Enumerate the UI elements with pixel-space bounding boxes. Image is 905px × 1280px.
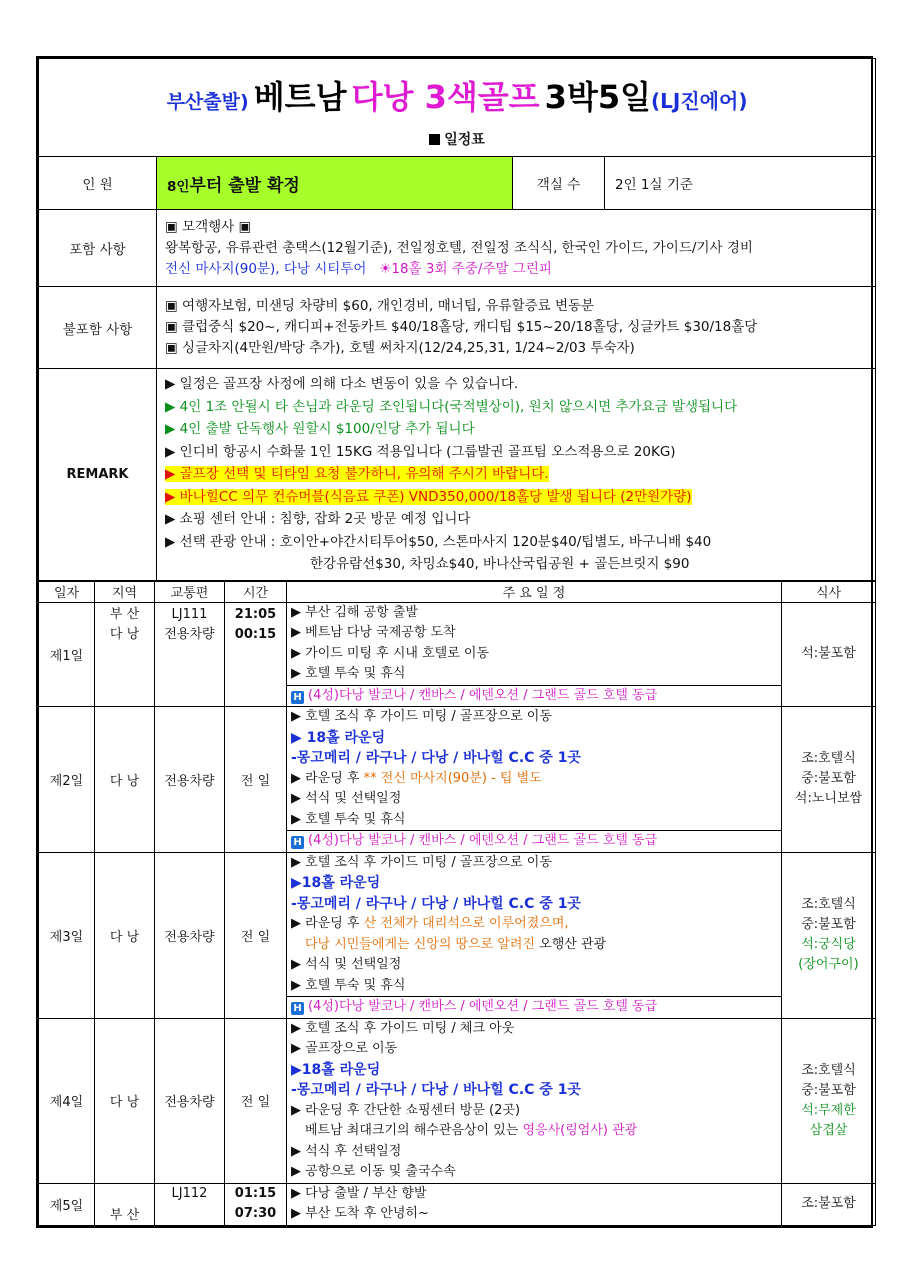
title-airline: (LJ진에어) xyxy=(651,88,748,113)
day4-line-1: ▶ 호텔 조식 후 가이드 미팅 / 체크 아웃 xyxy=(291,1020,515,1036)
rooms-label: 객실 수 xyxy=(513,157,605,210)
remark-5-text: ▶ 골프장 선택 및 티타임 요청 불가하니, 유의해 주시기 바랍니다. xyxy=(165,466,549,482)
day3-row xyxy=(39,852,876,1018)
people-rest: 부터 출발 확정 xyxy=(189,175,300,196)
excluded-line-1: ▣ 여행자보험, 미샌딩 차량비 $60, 개인경비, 매너팁, 유류할증료 변동분 xyxy=(165,298,595,314)
hdr-time: 시간 xyxy=(225,581,287,602)
day4-line-2: ▶ 골프장으로 이동 xyxy=(291,1041,398,1056)
day3-meal xyxy=(782,852,876,1018)
included-massage-tour: 전신 마사지(90분), 다낭 시티투어 xyxy=(165,260,367,277)
remark-6-text: ▶ 바나힐CC 의무 컨슈머블(식음료 쿠폰) VND350,000/18홀당 발생 됩니다 (2만원가량) xyxy=(165,488,692,505)
day1-time-2: 00:15 xyxy=(234,626,277,642)
itinerary-sheet xyxy=(36,56,873,1228)
day3-time: 전 일 xyxy=(225,852,287,1018)
remark-content xyxy=(157,369,876,581)
included-line-1: ▣ 모객행사 ▣ xyxy=(165,218,252,235)
day1-transport xyxy=(155,602,225,707)
day5-transport: LJ112 xyxy=(155,1183,225,1225)
day2-meal-1: 조:호텔식 xyxy=(801,751,856,767)
day4-label: 제4일 xyxy=(39,1018,95,1183)
day4-meal-2: 중:불포함 xyxy=(801,1082,856,1098)
subtitle-text: 일정표 xyxy=(444,131,485,148)
day4-line-3: ▶18홀 라운딩 xyxy=(291,1061,381,1078)
day4-line-6 xyxy=(287,1121,781,1142)
hdr-transport: 교통편 xyxy=(155,581,225,602)
day2-plan xyxy=(287,707,782,853)
day2-meal-3: 석:노니보쌈 xyxy=(794,791,863,807)
included-content xyxy=(157,210,876,287)
day1-label: 제1일 xyxy=(39,602,95,707)
day1-region xyxy=(95,602,155,707)
day5-time-2: 07:30 xyxy=(234,1206,277,1221)
remark-7: ▶ 쇼핑 센터 안내 : 침향, 잡화 2곳 방문 예정 입니다 xyxy=(165,511,471,527)
day4-meal-3: 석:무제한 xyxy=(801,1102,856,1118)
page-title xyxy=(39,75,875,125)
day4-meal-1: 조:호텔식 xyxy=(801,1062,856,1078)
day4-line-6b: 영응사(링엄사) 관광 xyxy=(522,1123,638,1138)
day1-transport-1: LJ111 xyxy=(171,606,208,622)
excluded-line-3: ▣ 싱글차지(4만원/박당 추가), 호텔 써차지(12/24,25,31, 1/24~2/03 투숙자) xyxy=(165,340,635,356)
day5-time xyxy=(225,1183,287,1225)
day2-hotel xyxy=(287,830,781,852)
hotel-icon: H xyxy=(291,691,304,704)
day1-time-1: 21:05 xyxy=(234,606,277,622)
day5-line-2: ▶ 부산 도착 후 안녕히~ xyxy=(291,1206,429,1221)
day4-time: 전 일 xyxy=(225,1018,287,1183)
day3-line-4a: ▶ 라운딩 후 xyxy=(291,916,360,931)
remark-label: REMARK xyxy=(39,369,157,581)
day3-line-3: -몽고메리 / 라구나 / 다낭 / 바나힐 C.C 중 1곳 xyxy=(291,895,581,912)
remark-1: ▶ 일정은 골프장 사정에 의해 다소 변동이 있을 수 있습니다. xyxy=(165,376,519,392)
rooms-value: 2인 1실 기준 xyxy=(605,157,876,210)
header-table xyxy=(38,58,876,581)
day5-row xyxy=(39,1183,876,1225)
title-cell xyxy=(39,59,876,157)
day3-line-5a: 다낭 시민들에게는 신앙의 땅으로 알려진 xyxy=(305,936,536,952)
title-duration: 3박5일 xyxy=(544,77,652,116)
day4-meal-4: 삼겹살 xyxy=(809,1122,848,1138)
day3-meal-3: 석:궁식당 xyxy=(801,937,856,952)
day5-plan xyxy=(287,1183,782,1225)
excluded-label: 불포함 사항 xyxy=(39,287,157,369)
people-label: 인 원 xyxy=(39,157,157,210)
day3-line-4b: 산 전체가 대리석으로 이루어졌으며, xyxy=(363,916,569,931)
day2-label: 제2일 xyxy=(39,707,95,853)
day3-meal-4: (장어구이) xyxy=(798,957,859,972)
remark-2: ▶ 4인 1조 안될시 타 손님과 라운딩 조인됩니다(국적별상이), 원치 않으시면 추가요금 발생됩니다 xyxy=(165,398,738,415)
schedule-header xyxy=(39,581,876,602)
title-city-golf: 다낭 3색골프 xyxy=(351,77,540,116)
day1-time xyxy=(225,602,287,707)
day3-line-2: ▶18홀 라운딩 xyxy=(291,875,381,891)
day2-row xyxy=(39,707,876,853)
day1-hotel xyxy=(287,685,781,707)
day4-transport: 전용차량 xyxy=(155,1018,225,1183)
remark-5 xyxy=(165,463,867,486)
day3-meal-1: 조:호텔식 xyxy=(801,897,856,912)
day2-meal xyxy=(782,707,876,853)
day4-line-8: ▶ 공항으로 이동 및 출국수속 xyxy=(291,1164,456,1179)
day1-row xyxy=(39,602,876,707)
hdr-region: 지역 xyxy=(95,581,155,602)
day2-line-5: ▶ 석식 및 선택일정 xyxy=(291,791,402,806)
day5-time-1: 01:15 xyxy=(234,1186,277,1201)
day3-line-5 xyxy=(287,935,781,956)
day1-meal: 석:불포함 xyxy=(782,602,876,707)
hdr-meal: 식사 xyxy=(782,581,876,602)
day2-region: 다 낭 xyxy=(95,707,155,853)
people-value xyxy=(157,157,513,210)
day3-line-5b: 오행산 관광 xyxy=(539,936,607,952)
included-line-2: 왕복항공, 유류관련 총택스(12월기준), 전일정호텔, 전일정 조식식, 한국인 가이드, 가이드/기사 경비 xyxy=(165,239,753,256)
day4-line-5: ▶ 라운딩 후 간단한 쇼핑센터 방문 (2곳) xyxy=(291,1102,521,1118)
day1-region-1: 부 산 xyxy=(109,606,140,622)
day1-hotel-text: (4성)다낭 발코나 / 캔바스 / 에덴오션 / 그랜드 골드 호텔 동급 xyxy=(308,687,658,703)
day2-line-4 xyxy=(287,769,781,790)
day4-line-7: ▶ 석식 후 선택일정 xyxy=(291,1143,402,1159)
included-label: 포함 사항 xyxy=(39,210,157,287)
day5-line-1: ▶ 다낭 출발 / 부산 향발 xyxy=(291,1185,427,1201)
remark-6 xyxy=(165,486,867,509)
day3-meal-2: 중:불포함 xyxy=(801,917,856,932)
remark-9: 한강유람선$30, 차밍쇼$40, 바나산국립공원 + 골든브릿지 $90 xyxy=(310,556,690,572)
day2-massage: ** 전신 마사지(90분) - 팁 별도 xyxy=(363,770,542,786)
day2-hotel-text: (4성)다낭 발코나 / 캔바스 / 에덴오션 / 그랜드 골드 호텔 동급 xyxy=(308,833,658,848)
day4-plan xyxy=(287,1018,782,1183)
day3-transport: 전용차량 xyxy=(155,852,225,1018)
day1-transport-2: 전용차량 xyxy=(164,626,215,642)
subtitle xyxy=(39,129,875,149)
day3-line-7: ▶ 호텔 투숙 및 휴식 xyxy=(291,977,406,993)
remark-4: ▶ 인디비 항공시 수화물 1인 15KG 적용입니다 (그룹발권 골프팀 오스적용으로 20KG) xyxy=(165,443,676,460)
day1-line-4: ▶ 호텔 투숙 및 휴식 xyxy=(291,666,406,681)
hdr-day: 일자 xyxy=(39,581,95,602)
day2-line-6: ▶ 호텔 투숙 및 휴식 xyxy=(291,811,406,827)
day2-line-4a: ▶ 라운딩 후 xyxy=(291,770,360,786)
hotel-icon: H xyxy=(291,1002,304,1015)
day5-region: 부 산 xyxy=(95,1183,155,1225)
hdr-main: 주 요 일 정 xyxy=(287,581,782,602)
day3-line-4 xyxy=(287,914,781,935)
day5-label: 제5일 xyxy=(39,1183,95,1225)
day3-plan xyxy=(287,852,782,1018)
day4-line-4: -몽고메리 / 라구나 / 다낭 / 바나힐 C.C 중 1곳 xyxy=(291,1082,581,1098)
remark-3: ▶ 4인 출발 단독행사 원할시 $100/인당 추가 됩니다 xyxy=(165,421,475,437)
remark-8: ▶ 선택 관광 안내 : 호이안+야간시티투어$50, 스톤마사지 120분$40/팁별도, 바구니배 $40 xyxy=(165,533,712,550)
title-country: 베트남 xyxy=(253,77,347,116)
day3-hotel xyxy=(287,996,781,1018)
excluded-line-2: ▣ 클럽중식 $20~, 캐디피+전동카트 $40/18홀당, 캐디팁 $15~20/18홀당, 싱글카트 $30/18홀당 xyxy=(165,319,758,335)
day1-line-2: ▶ 베트남 다낭 국제공항 도착 xyxy=(291,625,456,640)
schedule-table xyxy=(38,581,876,1226)
day1-region-2: 다 낭 xyxy=(109,626,140,642)
day1-plan xyxy=(287,602,782,707)
day2-time: 전 일 xyxy=(225,707,287,853)
day3-hotel-text: (4성)다낭 발코나 / 캔바스 / 에덴오션 / 그랜드 골드 호텔 동급 xyxy=(308,999,658,1014)
day4-region: 다 낭 xyxy=(95,1018,155,1183)
day3-line-1: ▶ 호텔 조식 후 가이드 미팅 / 골프장으로 이동 xyxy=(291,854,552,870)
day2-transport: 전용차량 xyxy=(155,707,225,853)
day3-label: 제3일 xyxy=(39,852,95,1018)
excluded-content xyxy=(157,287,876,369)
day4-row xyxy=(39,1018,876,1183)
black-square-icon xyxy=(429,134,440,145)
title-origin: 부산출발) xyxy=(166,90,249,113)
day4-meal xyxy=(782,1018,876,1183)
people-num: 8인 xyxy=(167,178,190,195)
day4-line-6a: 베트남 최대크기의 해수관음상이 있는 xyxy=(305,1123,519,1138)
hotel-icon: H xyxy=(291,836,304,849)
day1-line-3: ▶ 가이드 미팅 후 시내 호텔로 이동 xyxy=(291,645,490,661)
day5-meal: 조:불포함 xyxy=(782,1183,876,1225)
day1-line-1: ▶ 부산 김해 공항 출발 xyxy=(291,604,418,620)
day3-line-6: ▶ 석식 및 선택일정 xyxy=(291,957,402,972)
included-line-3 xyxy=(165,259,867,280)
day2-line-2: ▶ 18홀 라운딩 xyxy=(291,729,386,746)
day2-meal-2: 중:불포함 xyxy=(801,771,856,787)
day2-line-3: -몽고메리 / 라구나 / 다낭 / 바나힐 C.C 중 1곳 xyxy=(291,750,581,766)
day2-line-1: ▶ 호텔 조식 후 가이드 미팅 / 골프장으로 이동 xyxy=(291,709,552,724)
included-greenfee: ☀18홀 3회 주중/주말 그린피 xyxy=(379,260,552,277)
day3-region: 다 낭 xyxy=(95,852,155,1018)
